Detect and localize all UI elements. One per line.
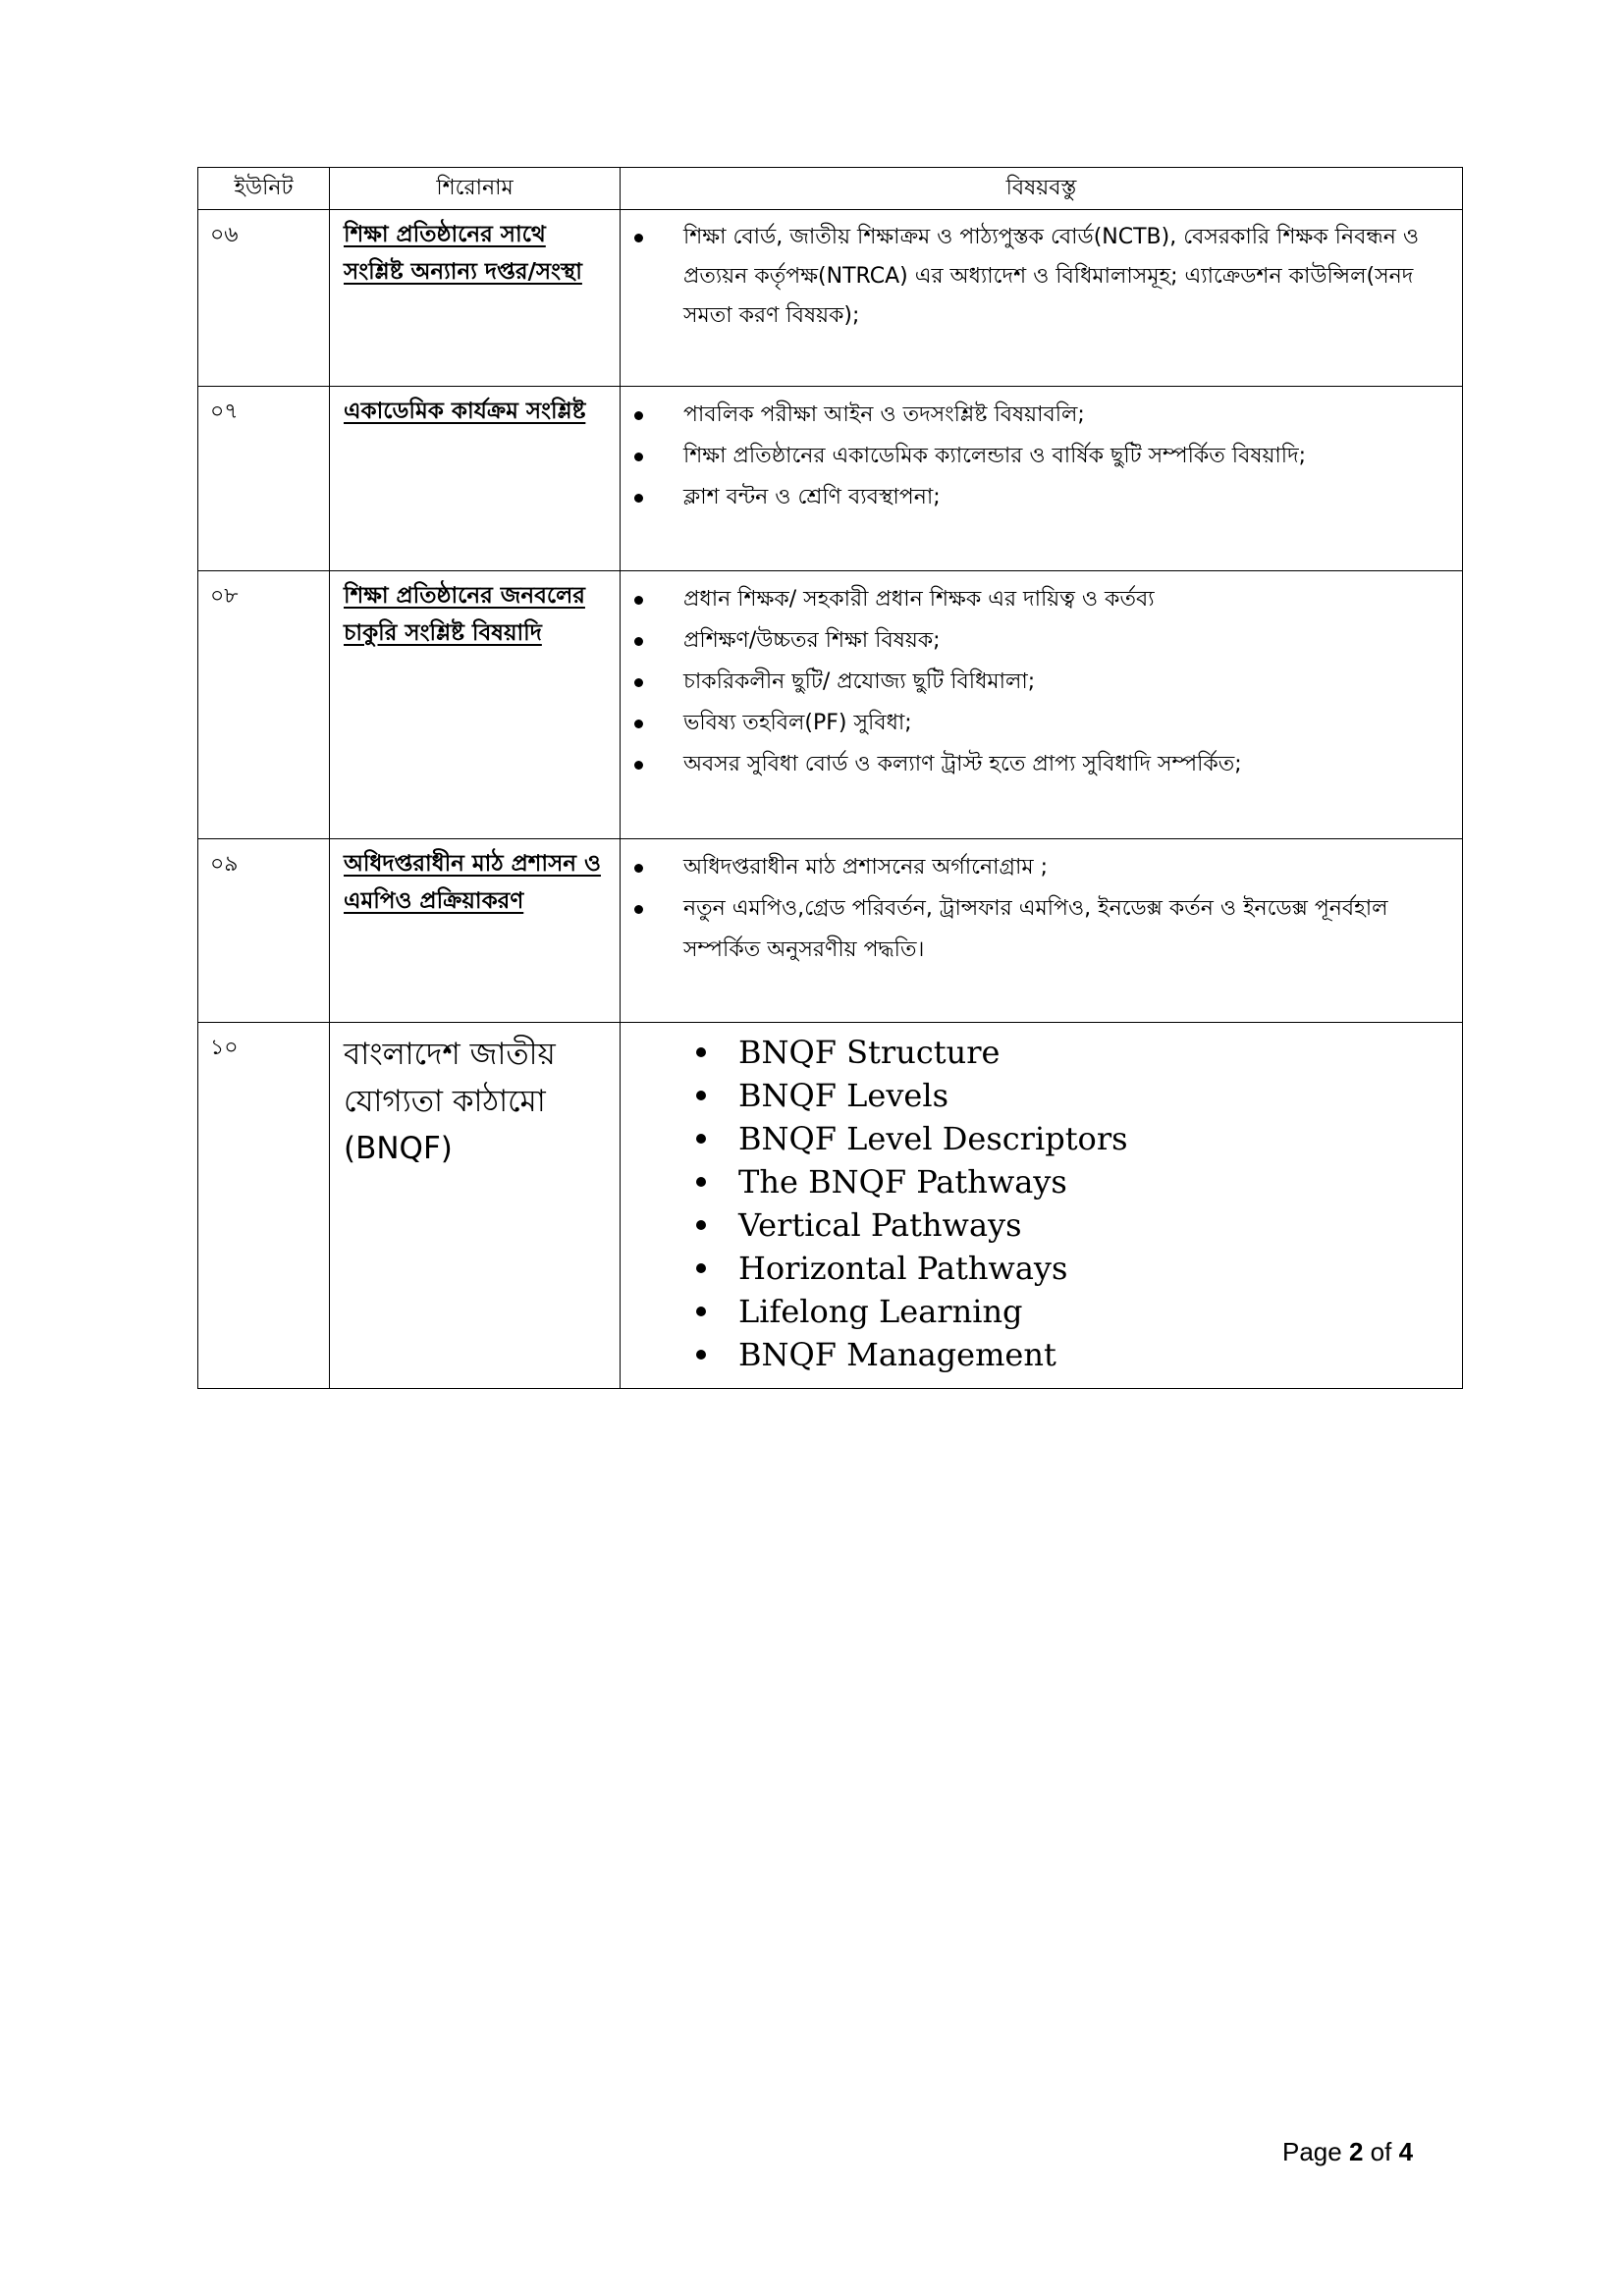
unit-content [621,387,1463,571]
table-header-row [198,168,1463,210]
list-item: BNQF Level Descriptors [634,1117,1452,1160]
unit-number: ১০ [198,1023,330,1389]
content-list [634,395,1452,518]
content-paragraph: শিক্ষা বোর্ড, জাতীয় শিক্ষাক্রম ও পাঠ্যপুস্তক বোর্ড(NCTB), বেসরকারি শিক্ষক নিবন্ধন ও প্রত্যয়ন কর্তৃপক্ষ(NTRCA) এর অধ্যাদেশ ও বিধিমালাসমূহ; এ্যাক্রেডশন কাউন্সিল(সনদ সমতা করণ বিষয়ক); [683,218,1452,336]
unit-content [621,210,1463,387]
list-item: BNQF Levels [634,1074,1452,1117]
unit-title: শিক্ষা প্রতিষ্ঠানের সাথে সংশ্লিষ্ট অন্যান্য দপ্তর/সংস্থা [330,210,621,387]
content-list [634,579,1452,785]
syllabus-table [197,167,1463,1389]
header-content: বিষয়বস্তু [621,168,1463,210]
unit-title: শিক্ষা প্রতিষ্ঠানের জনবলের চাকুরি সংশ্লিষ্ট বিষয়াদি [330,571,621,839]
table-row [198,1023,1463,1389]
list-item: BNQF Structure [634,1031,1452,1074]
list-item: Lifelong Learning [634,1290,1452,1333]
list-item: অবসর সুবিধা বোর্ড ও কল্যাণ ট্রাস্ট হতে প্রাপ্য সুবিধাদি সম্পর্কিত; [634,744,1452,785]
content-list [634,847,1452,971]
list-item: নতুন এমপিও,গ্রেড পরিবর্তন, ট্রান্সফার এমপিও, ইনডেক্স কর্তন ও ইনডেক্স পূনর্বহাল সম্পর্কিত অনুসরণীয় পদ্ধতি। [634,888,1452,971]
unit-content [621,571,1463,839]
unit-number: ০৬ [198,210,330,387]
page-number: Page 2 of 4 [1282,2137,1414,2166]
unit-content [621,1023,1463,1389]
table-row [198,571,1463,839]
list-item: চাকরিকলীন ছুটি/ প্রযোজ্য ছুটি বিধিমালা; [634,662,1452,703]
unit-number: ০৭ [198,387,330,571]
list-item: শিক্ষা প্রতিষ্ঠানের একাডেমিক ক্যালেন্ডার ও বার্ষিক ছুটি সম্পর্কিত বিষয়াদি; [634,436,1452,477]
list-item: Horizontal Pathways [634,1247,1452,1290]
list-item: অধিদপ্তরাধীন মাঠ প্রশাসনের অর্গানোগ্রাম ; [634,847,1452,888]
table-row [198,210,1463,387]
unit-title: বাংলাদেশ জাতীয় যোগ্যতা কাঠামো (BNQF) [330,1023,621,1389]
unit-content [621,839,1463,1023]
list-item: Vertical Pathways [634,1203,1452,1247]
list-item: ক্লাশ বন্টন ও শ্রেণি ব্যবস্থাপনা; [634,477,1452,518]
list-item: পাবলিক পরীক্ষা আইন ও তদসংশ্লিষ্ট বিষয়াবলি; [634,395,1452,436]
table-row [198,839,1463,1023]
header-title: শিরোনাম [330,168,621,210]
bullet-icon [634,234,643,242]
table-row [198,387,1463,571]
list-item: প্রশিক্ষণ/উচ্চতর শিক্ষা বিষয়ক; [634,620,1452,662]
list-item: প্রধান শিক্ষক/ সহকারী প্রধান শিক্ষক এর দায়িত্ব ও কর্তব্য [634,579,1452,620]
header-unit: ইউনিট [198,168,330,210]
list-item: ভবিষ্য তহবিল(PF) সুবিধা; [634,703,1452,744]
unit-title: অধিদপ্তরাধীন মাঠ প্রশাসন ও এমপিও প্রক্রিয়াকরণ [330,839,621,1023]
unit-number: ০৯ [198,839,330,1023]
list-item: The BNQF Pathways [634,1160,1452,1203]
content-list [634,1031,1452,1376]
list-item: BNQF Management [634,1333,1452,1376]
unit-title: একাডেমিক কার্যক্রম সংশ্লিষ্ট [330,387,621,571]
unit-number: ০৮ [198,571,330,839]
